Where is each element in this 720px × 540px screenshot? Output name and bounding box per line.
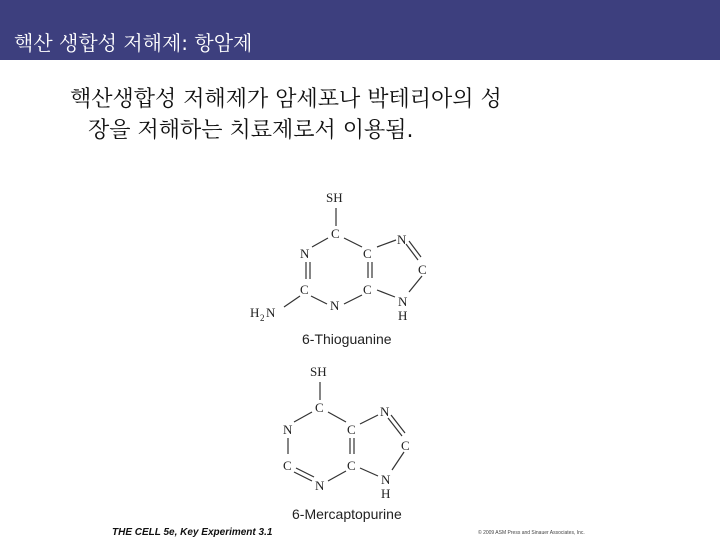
atom-n: N xyxy=(381,472,391,487)
bond xyxy=(311,296,327,304)
atom-c: C xyxy=(347,422,356,437)
atom-h: H xyxy=(398,308,408,322)
body-line-1: 핵산생합성 저해제가 암세포나 박테리아의 성 xyxy=(70,87,502,112)
copyright-notice: © 2009 ASM Press and Sinauer Associates, Inc. xyxy=(478,530,585,536)
slide-title: 핵산 생합성 저해제: 항암제 xyxy=(14,31,253,55)
bond xyxy=(294,472,312,481)
bond xyxy=(296,468,314,477)
amine-n: N xyxy=(266,305,276,320)
bond xyxy=(344,295,362,304)
atom-n: N xyxy=(398,294,408,309)
amine-subscript: 2 xyxy=(260,313,265,322)
atom-c: C xyxy=(315,400,324,415)
atom-c: C xyxy=(347,458,356,473)
bond xyxy=(344,238,362,247)
sh-label: SH xyxy=(310,364,327,379)
thioguanine-caption: 6-Thioguanine xyxy=(302,331,392,347)
bond xyxy=(360,415,378,424)
atom-c: C xyxy=(331,226,340,241)
mercaptopurine-caption: 6-Mercaptopurine xyxy=(292,506,402,522)
bond xyxy=(406,244,418,260)
bond xyxy=(409,276,422,292)
bond xyxy=(409,241,421,257)
atom-n: N xyxy=(300,246,310,261)
atom-c: C xyxy=(401,438,410,453)
bond xyxy=(284,296,300,307)
title-bar xyxy=(0,0,720,60)
atom-n: N xyxy=(330,298,340,313)
bond xyxy=(392,452,404,470)
thioguanine-structure xyxy=(240,186,450,322)
sh-label: SH xyxy=(326,190,343,205)
atom-c: C xyxy=(283,458,292,473)
bond xyxy=(312,238,328,247)
atom-c: C xyxy=(363,282,372,297)
body-line-2: 장을 저해하는 치료제로서 이용됨. xyxy=(88,118,414,143)
atom-n: N xyxy=(315,478,325,493)
mercaptopurine-structure xyxy=(274,360,424,500)
atom-n: N xyxy=(283,422,293,437)
atom-h: H xyxy=(381,486,391,500)
bond xyxy=(377,290,395,297)
bond xyxy=(360,468,378,476)
bond xyxy=(328,471,346,481)
body-text xyxy=(70,84,670,146)
atom-c: C xyxy=(418,262,427,277)
atom-n: N xyxy=(397,232,407,247)
atom-n: N xyxy=(380,404,390,419)
source-credit: THE CELL 5e, Key Experiment 3.1 xyxy=(112,527,273,538)
bond xyxy=(328,412,346,422)
atom-c: C xyxy=(363,246,372,261)
amine-h: H xyxy=(250,305,260,320)
atom-c: C xyxy=(300,282,309,297)
bond xyxy=(377,240,396,247)
bond xyxy=(294,412,312,422)
